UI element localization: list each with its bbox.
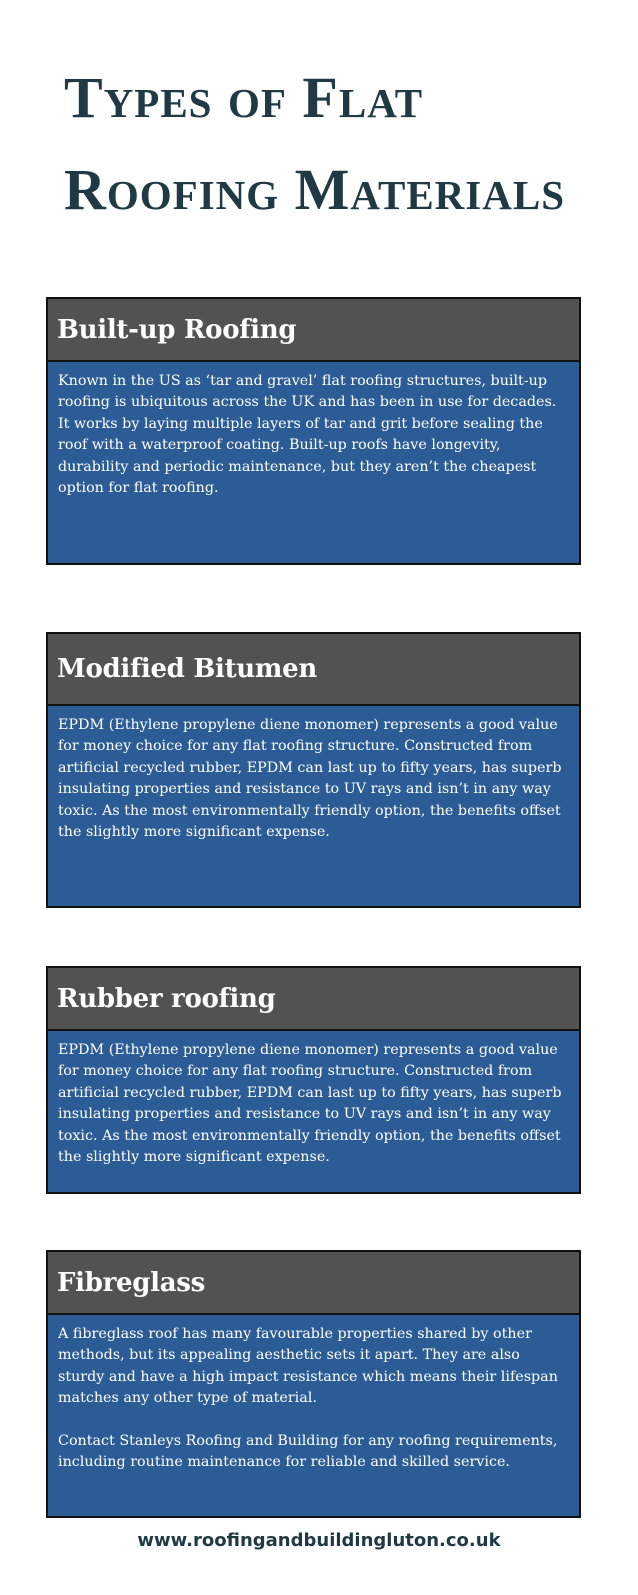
section-heading: Rubber roofing xyxy=(57,983,276,1014)
section-heading: Fibreglass xyxy=(57,1267,205,1298)
section-paragraph: Known in the US as ‘tar and gravel’ flat roofing structures, built-up roofing is ubiquitous across the UK and has been in use for decades. It works by laying multiple layers of tar and grit before sealing the roof with a waterproof coating. Built-up roofs have longevity, durability and periodic maintenance, but they aren’t the cheapest option for flat roofing. xyxy=(58,373,557,497)
section-header xyxy=(48,299,579,362)
section-paragraph: EPDM (Ethylene propylene diene monomer) represents a good value for money choice for any flat roofing structure. Constructed from artificial recycled rubber, EPDM can last up to fifty years, has superb insulating properties and resistance to UV rays and isn’t in any way toxic. As the most environmentally friendly option, the benefits offset the slightly more significant expense. xyxy=(58,1042,562,1166)
section-fibreglass xyxy=(46,1250,581,1518)
section-header xyxy=(48,1252,579,1315)
section-header xyxy=(48,968,579,1031)
section-built-up-roofing xyxy=(46,297,581,565)
section-heading: Built-up Roofing xyxy=(57,314,297,345)
title-line-1: Types of Flat xyxy=(64,65,424,130)
section-body xyxy=(48,362,579,499)
section-body xyxy=(48,1031,579,1168)
section-paragraph: A fibreglass roof has many favourable properties shared by other methods, but its appealing aesthetic sets it apart. They are also sturdy and have a high impact resistance which means their lifespan matches any other type of material. xyxy=(58,1326,558,1407)
section-rubber-roofing xyxy=(46,966,581,1194)
page-title xyxy=(64,52,604,236)
section-header xyxy=(48,634,579,706)
footer-url[interactable]: www.roofingandbuildingluton.co.uk xyxy=(137,1530,501,1551)
section-paragraph-contact: Contact Stanleys Roofing and Building for any roofing requirements, including routine maintenance for reliable and skilled service. xyxy=(58,1433,558,1471)
section-heading: Modified Bitumen xyxy=(57,654,317,684)
title-line-2: Roofing Materials xyxy=(64,157,565,222)
section-body xyxy=(48,706,579,843)
section-modified-bitumen xyxy=(46,632,581,908)
section-body xyxy=(48,1315,579,1474)
section-paragraph: EPDM (Ethylene propylene diene monomer) represents a good value for money choice for any flat roofing structure. Constructed from artificial recycled rubber, EPDM can last up to fifty years, has superb insulating properties and resistance to UV rays and isn’t in any way toxic. As the most environmentally friendly option, the benefits offset the slightly more significant expense. xyxy=(58,717,562,841)
